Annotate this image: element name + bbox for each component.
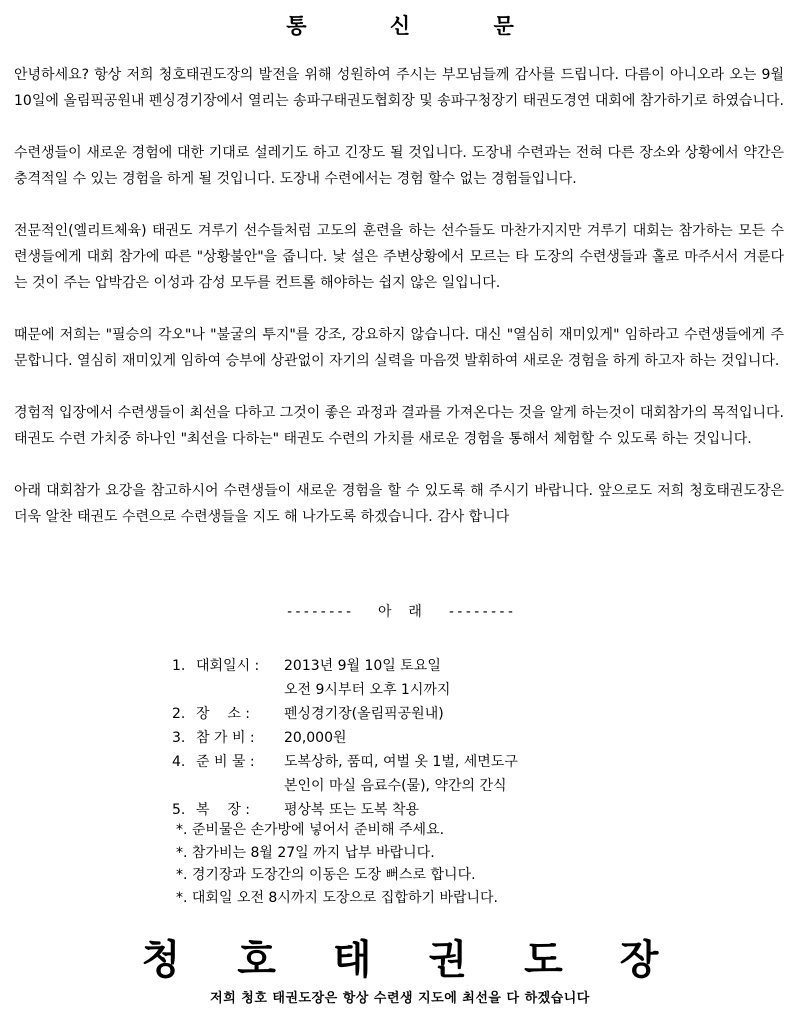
detail-number: 2. xyxy=(172,706,186,722)
detail-item-fee xyxy=(172,726,518,750)
detail-label: 복 장 : xyxy=(196,802,255,818)
page-title: 통 신 문 xyxy=(286,13,552,38)
detail-value: 본인이 마실 음료수(물), 약간의 간식 xyxy=(284,778,507,794)
detail-item-date xyxy=(172,654,518,678)
signature-block xyxy=(0,935,800,1006)
dojang-slogan: 저희 청호 태권도장은 항상 수련생 지도에 최선을 다 하겠습니다 xyxy=(210,991,590,1006)
detail-label: 대회일시 : xyxy=(196,658,264,674)
notes-list xyxy=(176,819,498,909)
detail-label: 장 소 : xyxy=(196,706,255,722)
detail-number: 1. xyxy=(172,658,186,674)
dojang-name: 청호태권도장 xyxy=(141,936,716,983)
paragraph-closing: 아래 대회참가 요강을 참고하시어 수련생들이 새로운 경험을 할 수 있도록 해 주시기 바랍니다. 앞으로도 저희 청호태권도장은 더욱 알찬 태권도 수련으로 수련생들을 지도 해 나가도록 하겠습니다. 감사 합니다 xyxy=(14,483,784,525)
paragraph-purpose: 경험적 입장에서 수련생들이 최선을 다하고 그것이 좋은 과정과 결과를 가져온다는 것을 알게 하는것이 대회참가의 목적입니다. 태권도 수련 가치중 하나인 "최선을 다하는" 태권도 수련의 가치를 새로운 경험을 통해서 체험할 수 있도록 하는 것입니다. xyxy=(14,405,784,447)
note-item: *. 대회일 오전 8시까지 도장으로 집합하기 바랍니다. xyxy=(176,889,498,906)
note-item: *. 참가비는 8월 27일 까지 납부 바랍니다. xyxy=(176,844,435,861)
note-item: *. 준비물은 손가방에 넣어서 준비해 주세요. xyxy=(176,822,445,838)
detail-value: 도복상하, 품띠, 여벌 옷 1벌, 세면도구 xyxy=(284,754,518,770)
detail-value: 오전 9시부터 오후 1시까지 xyxy=(284,682,451,698)
paragraph-greeting: 안녕하세요? 항상 저희 청호태권도장의 발전을 위해 성원하여 주시는 부모님들께 감사를 드립니다. 다름이 아니오라 오는 9월 10일에 올림픽공원내 펜싱경기장에서 열리는 송파구태권도협회장 및 송파구청장기 태권도경연 대회에 참가하기로 하였습니다. xyxy=(14,67,785,109)
detail-number: 3. xyxy=(172,730,186,746)
section-divider: -------- 아 래 -------- xyxy=(285,604,515,620)
letter-body xyxy=(14,62,784,556)
detail-label: 준 비 물 : xyxy=(196,754,260,770)
detail-item-date-continued xyxy=(172,678,518,702)
detail-value: 평상복 또는 도복 착용 xyxy=(284,802,420,818)
detail-item-supplies xyxy=(172,750,518,774)
paragraph-expectation: 수련생들이 새로운 경험에 대한 기대로 설레기도 하고 긴장도 될 것입니다. 도장내 수련과는 전혀 다른 장소와 상황에서 약간은 충격적일 수 있는 경험을 하게 될 것입니다. 도장내 수련에서는 경험 할수 없는 경험들입니다. xyxy=(14,145,784,187)
event-details-list xyxy=(172,654,518,822)
paragraph-attitude: 때문에 저희는 "필승의 각오"나 "불굴의 투지"를 강조, 강요하지 않습니다. 대신 "열심히 재미있게" 임하라고 수련생들에게 주문합니다. 열심히 재미있게 임하여 승부에 상관없이 자기의 실력을 마음껏 발휘하여 새로운 경험을 하게 하고자 하는 것입니다. xyxy=(14,327,784,369)
paragraph-situation-anxiety: 전문적인(엘리트체육) 태권도 겨루기 선수들처럼 고도의 훈련을 하는 선수들도 마찬가지지만 겨루기 대회는 참가하는 모든 수련생들에게 대회 참가에 따른 "상황불안"을 줍니다. 낯 설은 주변상황에서 모르는 타 도장의 수련생들과 홀로 마주서서 겨룬다는 것이 주는 압박감은 이성과 감성 모두를 컨트롤 해야하는 쉽지 않은 일입니다. xyxy=(14,223,784,291)
detail-value: 2013년 9월 10일 토요일 xyxy=(284,658,441,674)
note-item: *. 경기장과 도장간의 이동은 도장 뻐스로 합니다. xyxy=(176,867,476,883)
detail-value: 펜싱경기장(올림픽공원내) xyxy=(284,706,444,722)
detail-item-place xyxy=(172,702,518,726)
detail-item-supplies-continued xyxy=(172,774,518,798)
detail-label: 참 가 비 : xyxy=(196,730,260,746)
detail-value: 20,000원 xyxy=(284,730,347,746)
detail-number: 4. xyxy=(172,754,186,770)
detail-number: 5. xyxy=(172,802,186,818)
